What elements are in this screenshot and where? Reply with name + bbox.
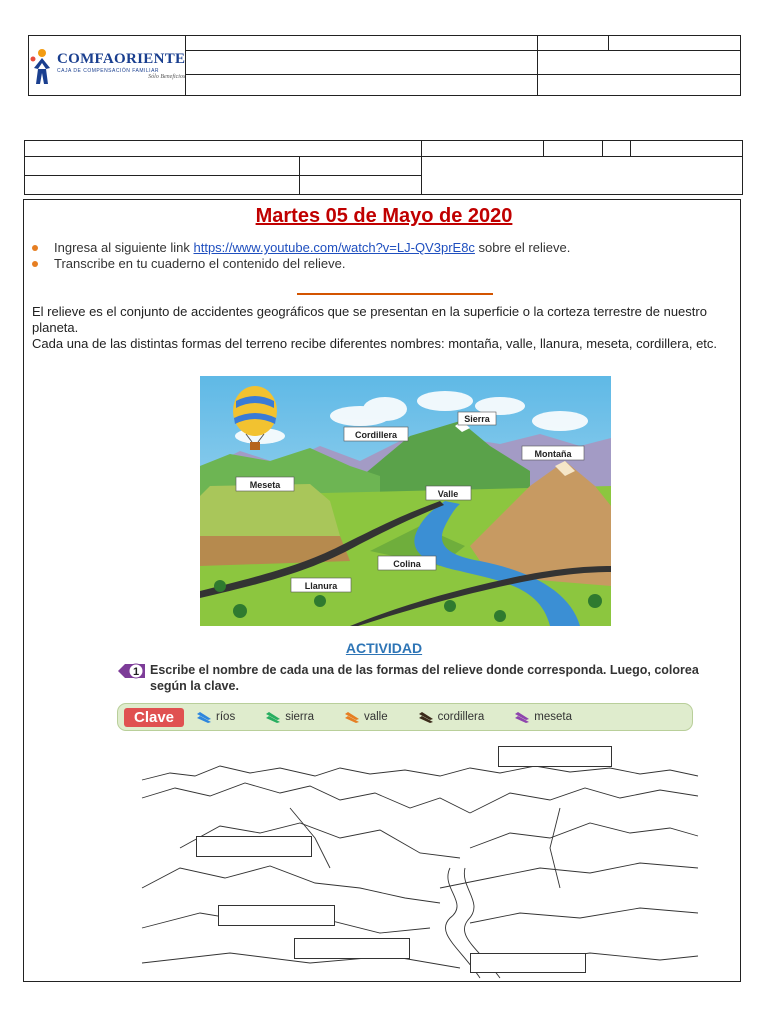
label-cordillera bbox=[344, 427, 408, 441]
pencil-icon bbox=[196, 711, 212, 723]
info-cell bbox=[25, 176, 300, 195]
answer-box[interactable] bbox=[294, 938, 410, 959]
logo-figure-icon bbox=[29, 46, 55, 86]
key-item-cordillera: cordillera bbox=[418, 711, 485, 723]
header-cell bbox=[538, 51, 741, 75]
key-item-sierra: sierra bbox=[265, 711, 314, 723]
relief-illustration bbox=[200, 376, 611, 626]
label-sierra bbox=[458, 412, 496, 425]
logo-cell bbox=[29, 36, 186, 96]
bullet-text: Ingresa al siguiente link https://www.youtube.com/watch?v=LJ-QV3prE8c sobre el relieve. bbox=[54, 240, 571, 255]
svg-text:Sierra: Sierra bbox=[464, 414, 490, 424]
relieve-paragraph bbox=[32, 304, 732, 352]
pencil-icon bbox=[418, 711, 434, 723]
pencil-icon bbox=[514, 711, 530, 723]
label-valle bbox=[426, 486, 471, 500]
student-info-table bbox=[24, 140, 743, 195]
key-item-rios: ríos bbox=[196, 711, 235, 723]
paragraph-line: Cada una de las distintas formas del terreno recibe diferentes nombres: montaña, valle, llanura, meseta, cordillera, etc. bbox=[32, 336, 718, 351]
list-item bbox=[32, 256, 732, 272]
separator-line bbox=[297, 293, 493, 295]
key-item-valle: valle bbox=[344, 711, 388, 723]
svg-text:Valle: Valle bbox=[437, 489, 459, 499]
coloring-landscape bbox=[140, 738, 700, 980]
label-meseta bbox=[236, 477, 294, 491]
youtube-link[interactable]: https://www.youtube.com/watch?v=LJ-QV3prE8c bbox=[193, 240, 475, 255]
info-cell bbox=[25, 141, 422, 157]
header-cell bbox=[538, 36, 609, 51]
svg-text:Cordillera: Cordillera bbox=[354, 430, 398, 440]
answer-box[interactable] bbox=[218, 905, 335, 926]
info-cell bbox=[422, 157, 743, 195]
bullet-icon bbox=[32, 261, 38, 267]
label-colina bbox=[378, 556, 436, 570]
svg-text:1: 1 bbox=[132, 666, 140, 678]
answer-box[interactable] bbox=[196, 836, 312, 857]
label-llanura bbox=[291, 578, 351, 592]
bullet-icon bbox=[32, 245, 38, 251]
info-cell bbox=[603, 141, 631, 157]
svg-text:Colina: Colina bbox=[393, 559, 421, 569]
header-cell bbox=[186, 36, 538, 51]
answer-box[interactable] bbox=[470, 953, 586, 973]
activity-instruction: Escribe el nombre de cada una de las formas del relieve donde corresponda. Luego, colorea según la clave. bbox=[150, 663, 699, 693]
header-cell bbox=[186, 75, 538, 96]
paragraph-line: El relieve es el conjunto de accidentes geográficos que se presentan en la superficie o la corteza terrestre de nuestro planeta. bbox=[32, 304, 707, 335]
label-montana bbox=[522, 446, 584, 460]
info-cell bbox=[25, 157, 300, 176]
svg-text:Meseta: Meseta bbox=[249, 480, 281, 490]
key-item-meseta: meseta bbox=[514, 711, 572, 723]
svg-text:Montaña: Montaña bbox=[534, 449, 572, 459]
pencil-icon bbox=[265, 711, 281, 723]
activity-heading: ACTIVIDAD bbox=[345, 640, 423, 656]
info-cell bbox=[544, 141, 603, 157]
logo-brand: COMFAORIENTE bbox=[57, 51, 186, 67]
svg-text:Llanura: Llanura bbox=[304, 581, 338, 591]
header-cell bbox=[538, 75, 741, 96]
info-cell bbox=[631, 141, 743, 157]
header-cell bbox=[186, 51, 538, 75]
color-key bbox=[117, 703, 693, 731]
logo-subtitle: CAJA DE COMPENSACIÓN FAMILIAR bbox=[57, 68, 160, 74]
instructions-list bbox=[32, 240, 732, 272]
logo-tagline: Sólo Beneficios bbox=[148, 74, 186, 80]
activity-number-badge bbox=[117, 662, 147, 680]
lesson-title: Martes 05 de Mayo de 2020 bbox=[255, 205, 513, 227]
info-cell bbox=[422, 141, 544, 157]
header-cell bbox=[609, 36, 741, 51]
answer-box[interactable] bbox=[498, 746, 612, 767]
key-label: Clave bbox=[124, 708, 184, 727]
header-table bbox=[28, 35, 741, 96]
bullet-text: Transcribe en tu cuaderno el contenido del relieve. bbox=[54, 256, 346, 271]
pencil-icon bbox=[344, 711, 360, 723]
info-cell bbox=[300, 157, 422, 176]
list-item bbox=[32, 240, 732, 256]
info-cell bbox=[300, 176, 422, 195]
